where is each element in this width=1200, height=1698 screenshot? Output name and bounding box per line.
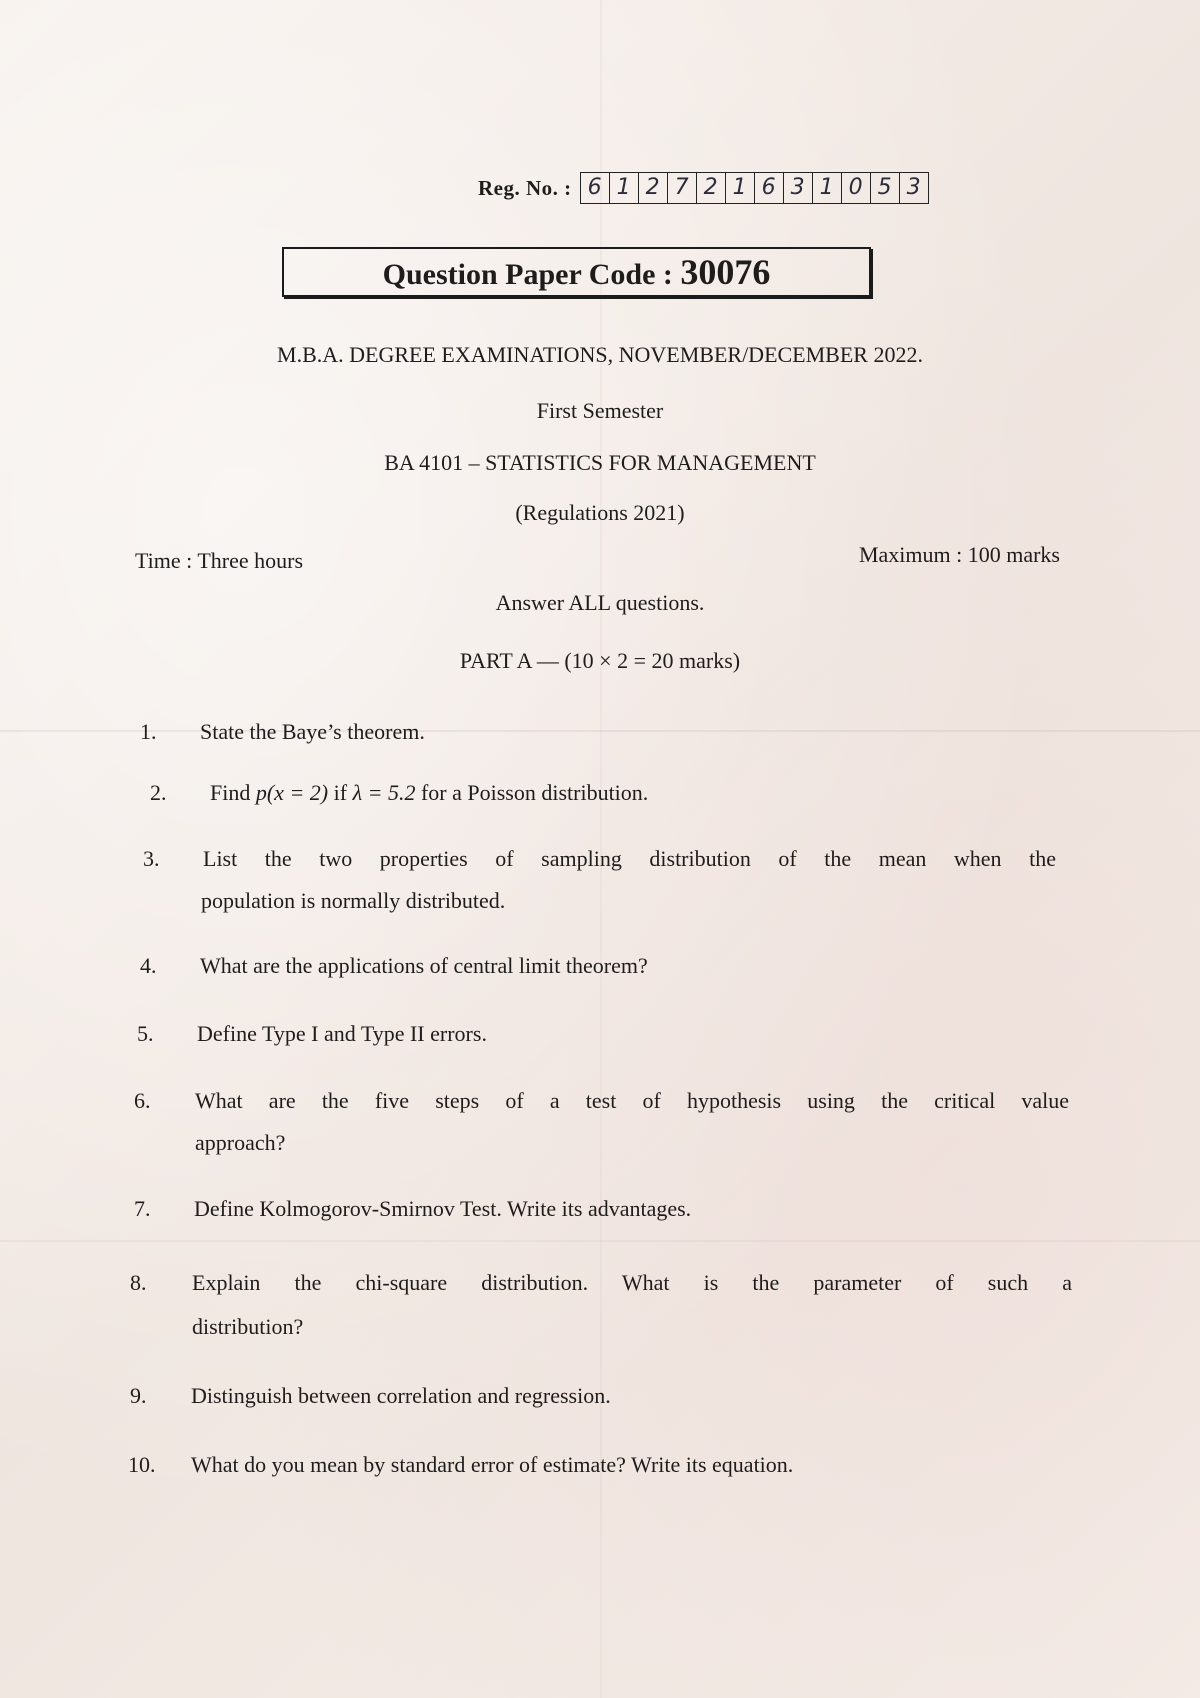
question-number: 7.	[134, 1196, 151, 1221]
reg-digit: 7	[668, 173, 697, 203]
reg-digit: 3	[784, 173, 813, 203]
regulations: (Regulations 2021)	[515, 500, 685, 525]
reg-digit: 2	[697, 173, 726, 203]
question-text	[210, 772, 1010, 814]
reg-digit: 6	[755, 173, 784, 203]
math-expression: p(x = 2)	[255, 780, 329, 805]
question-number: 2.	[150, 780, 167, 805]
reg-digit: 6	[581, 173, 610, 203]
reg-digit: 1	[726, 173, 755, 203]
question-number: 1.	[140, 719, 157, 744]
question-text: What do you mean by standard error of estimate? Write its equation.	[191, 1452, 794, 1477]
question-number: 6.	[134, 1088, 151, 1113]
question-text: Define Type I and Type II errors.	[197, 1021, 487, 1046]
question-text-line-1: List the two properties of sampling distribution of the mean when the	[203, 846, 1056, 871]
math-expression: λ = 5.2	[352, 780, 416, 805]
reg-digit: 1	[610, 173, 639, 203]
question-text-line-2: population is normally distributed.	[201, 888, 506, 913]
reg-digit: 3	[906, 175, 921, 200]
question-text-line-2: distribution?	[192, 1314, 304, 1339]
question-text-line-1: Explain the chi-square distribution. What is the parameter of such a	[192, 1270, 1072, 1295]
text-part: for a Poisson distribution.	[415, 780, 649, 805]
question-number: 9.	[130, 1383, 147, 1408]
reg-digit: 0	[842, 173, 871, 203]
question-text-line-2: approach?	[195, 1130, 286, 1155]
question-number: 4.	[140, 953, 157, 978]
question-text-line-1: What are the five steps of a test of hypothesis using the critical value	[195, 1088, 1069, 1113]
exam-title: M.B.A. DEGREE EXAMINATIONS, NOVEMBER/DECEMBER 2022.	[277, 342, 923, 367]
subject: BA 4101 – STATISTICS FOR MANAGEMENT	[384, 450, 816, 475]
question-text: What are the applications of central limit theorem?	[200, 953, 648, 978]
question-number: 8.	[130, 1270, 147, 1295]
reg-digit: 1	[813, 173, 842, 203]
time-allowed: Time : Three hours	[135, 548, 304, 573]
paper-code-number: 30076	[680, 252, 771, 292]
question-paper-code-box	[282, 247, 871, 297]
reg-digit: 5	[871, 173, 900, 203]
paper-code-label: Question Paper Code :	[382, 258, 673, 291]
text-part: if	[328, 780, 353, 805]
reg-digit: 2	[639, 173, 668, 203]
registration-number	[478, 172, 929, 204]
question-number: 10.	[128, 1452, 156, 1477]
reg-label: Reg. No. :	[478, 175, 572, 200]
question-number: 5.	[137, 1021, 154, 1046]
question-number: 3.	[143, 846, 160, 871]
paper-fold-crease	[0, 1240, 1200, 1242]
question-text: Define Kolmogorov-Smirnov Test. Write its advantages.	[194, 1196, 692, 1221]
question-text: Distinguish between correlation and regression.	[191, 1383, 611, 1408]
instruction: Answer ALL questions.	[495, 590, 705, 615]
semester: First Semester	[536, 398, 664, 423]
part-heading: PART A — (10 × 2 = 20 marks)	[459, 648, 741, 673]
reg-digit-boxes	[580, 172, 929, 204]
text-part: Find	[210, 780, 256, 805]
maximum-marks: Maximum : 100 marks	[858, 542, 1060, 567]
question-text: State the Baye’s theorem.	[200, 719, 425, 744]
